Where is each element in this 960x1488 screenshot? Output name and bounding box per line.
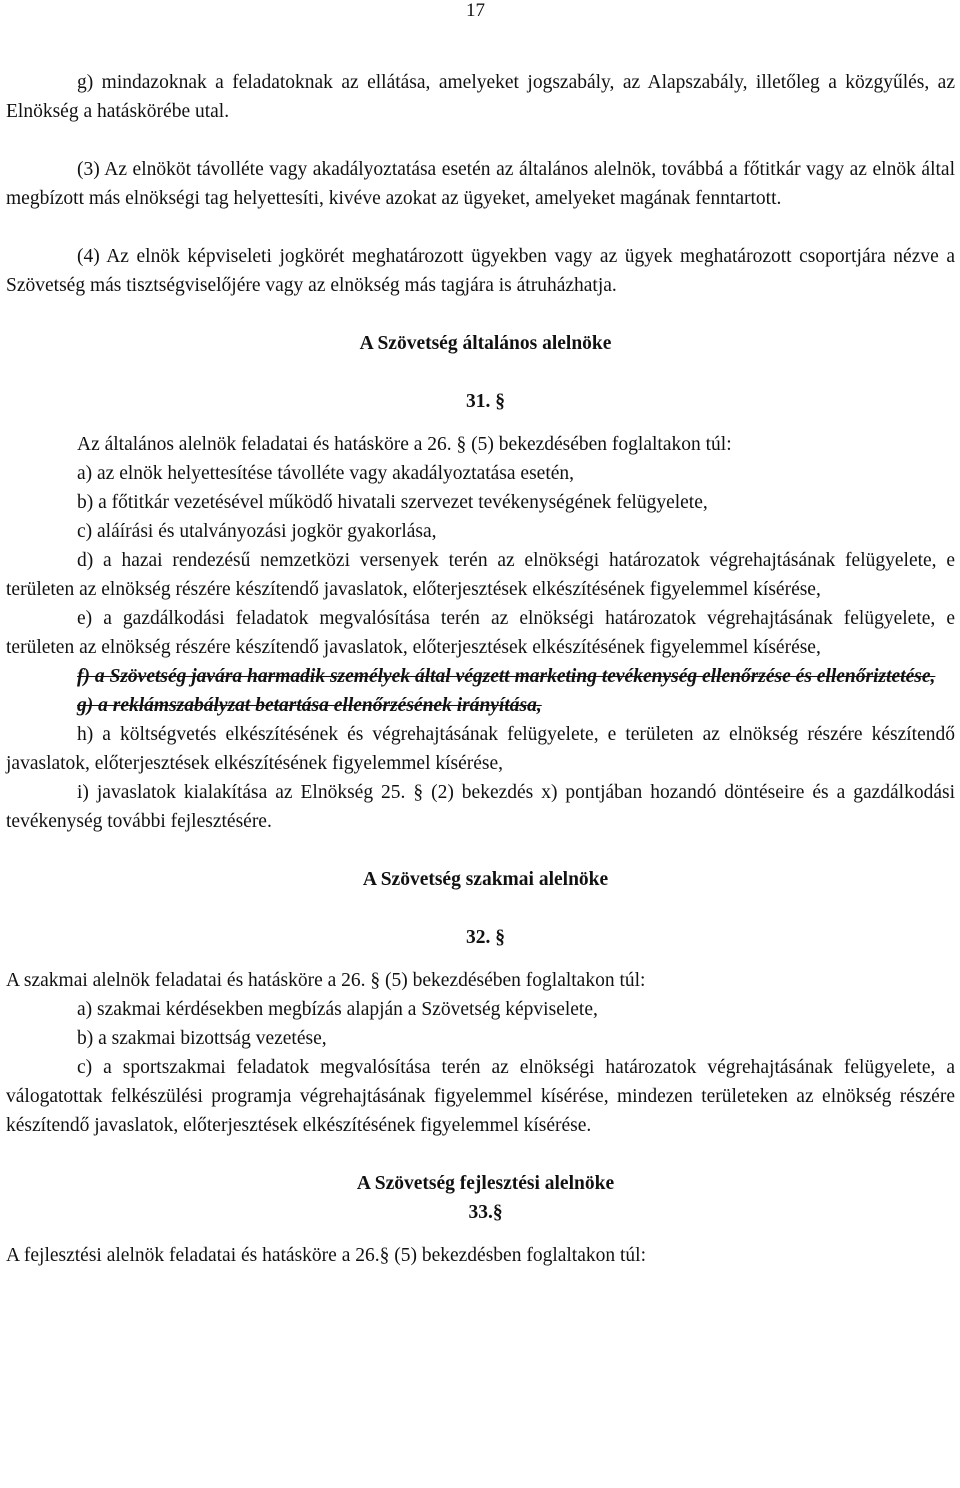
section-31-item-b: b) a főtitkár vezetésével működő hivatali szervezet tevékenységének felügyelete, [77,492,708,513]
paragraph-g: g) mindazoknak a feladatoknak az ellátása, amelyeket jogszabály, az Alapszabály, illetőleg a közgyűlés, az Elnökség a hatáskörébe utal. [6,72,955,122]
section-31-item-f-struck: f) a Szövetség javára harmadik személyek által végzett marketing tevékenység ellenőrzése és ellenőriztetése, [77,666,936,687]
section-31-item-a: a) az elnök helyettesítése távolléte vagy akadályoztatása esetén, [77,463,575,484]
section-31-item-c: c) aláírási és utalványozási jogkör gyakorlása, [77,521,437,542]
section-31-number: 31. § [466,391,505,412]
section-31-item-h: h) a költségvetés elkészítésének és végrehajtásának felügyelete, e területen az elnökség részére készítendő javaslatok, előterjesztések elkészítésének figyelemmel kísérése, [6,724,955,774]
section-33-title: A Szövetség fejlesztési alelnöke [356,1173,615,1194]
paragraph-4: (4) Az elnök képviseleti jogkörét meghatározott ügyekben vagy az ügyek meghatározott csoportjára nézve a Szövetség más tisztségviselőjére vagy az elnökség más tagjára is átruházhatja. [6,246,955,296]
section-32-item-a: a) szakmai kérdésekben megbízás alapján a Szövetség képviselete, [77,999,598,1020]
page-number: 17 [466,0,485,21]
section-31-item-g-struck: g) a reklámszabályzat betartása ellenőrzésének irányítása, [77,695,542,716]
section-33-number: 33.§ [468,1202,503,1223]
section-31-title: A Szövetség általános alelnöke [359,333,612,354]
section-32-title: A Szövetség szakmai alelnöke [362,869,609,890]
section-31-item-d: d) a hazai rendezésű nemzetközi versenyek terén az elnökségi határozatok végrehajtásának felügyelete, e területen az elnökség részére készítendő javaslatok, előterjesztések elkészítésének figyelemmel kísérése, [6,550,955,600]
section-33-intro: A fejlesztési alelnök feladatai és hatásköre a 26.§ (5) bekezdésben foglaltakon túl: [6,1245,647,1266]
section-32-intro: A szakmai alelnök feladatai és hatásköre a 26. § (5) bekezdésében foglaltakon túl: [6,970,646,991]
section-32-item-c: c) a sportszakmai feladatok megvalósítása terén az elnökségi határozatok végrehajtásának felügyelete, a válogatottak felkészülési programja végrehajtásának figyelemmel kísérése, mindezen területeken az elnökség részére készítendő javaslatok, előterjesztések elkészítésének figyelemmel kísérése. [6,1057,955,1136]
section-32-item-b: b) a szakmai bizottság vezetése, [77,1028,327,1049]
section-32-number: 32. § [466,927,505,948]
section-31-intro: Az általános alelnök feladatai és hatásköre a 26. § (5) bekezdésében foglaltakon túl: [77,434,732,455]
section-31-item-e: e) a gazdálkodási feladatok megvalósítása terén az elnökségi határozatok végrehajtásának felügyelete, e területen az elnökség részére készítendő javaslatok, előterjesztések elkészítésének figyelemmel kísérése, [6,608,955,658]
document-body [6,68,955,1270]
section-31-item-i: i) javaslatok kialakítása az Elnökség 25. § (2) bekezdés x) pontjában hozandó döntéseire és a gazdálkodási tevékenység további fejlesztésére. [6,782,955,832]
paragraph-3: (3) Az elnököt távolléte vagy akadályoztatása esetén az általános alelnök, továbbá a főtitkár vagy az elnök által megbízott más elnökségi tag helyettesíti, kivéve azokat az ügyeket, amelyeket magának fenntartott. [6,159,955,209]
